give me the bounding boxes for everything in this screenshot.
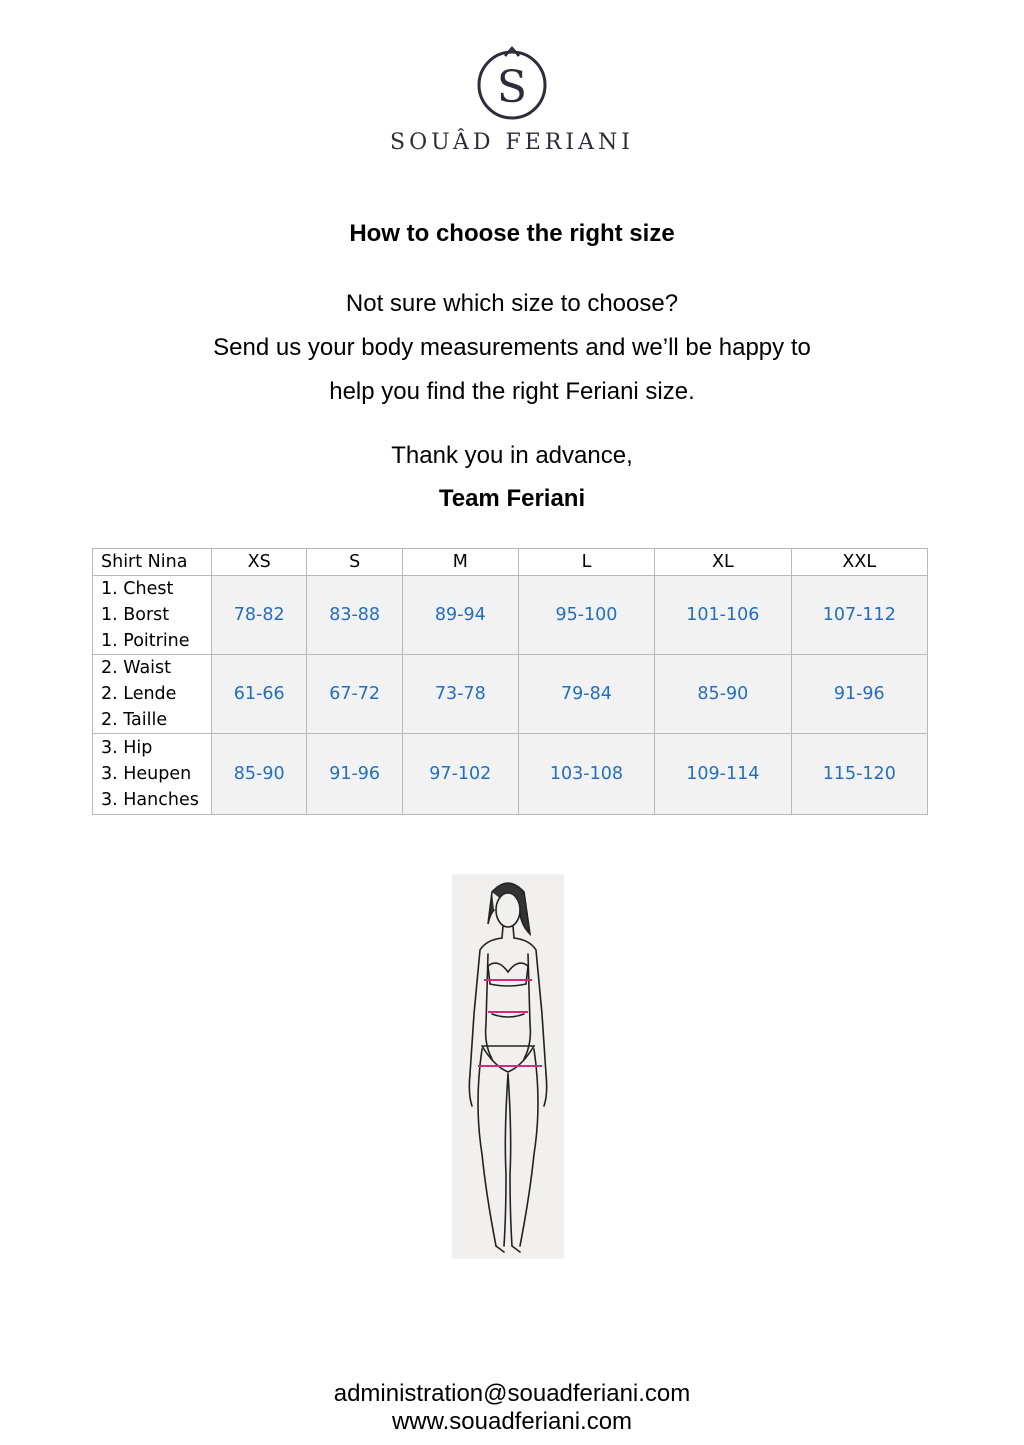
measure-cell: 89-94 [402, 576, 518, 655]
label-nl: 1. Borst [101, 605, 170, 625]
measure-cell: 61-66 [212, 655, 307, 734]
intro-line: Not sure which size to choose? [345, 290, 679, 317]
size-header: M [402, 549, 518, 576]
table-corner-label: Shirt Nina [93, 549, 212, 576]
size-header: S [307, 549, 402, 576]
row-label [93, 576, 212, 655]
measure-cell: 115-120 [791, 734, 927, 815]
measure-cell: 107-112 [791, 576, 927, 655]
measure-cell: 83-88 [307, 576, 402, 655]
measure-cell: 79-84 [518, 655, 654, 734]
monogram-letter: S [496, 62, 528, 113]
measure-cell: 67-72 [307, 655, 402, 734]
label-fr: 2. Taille [101, 710, 168, 730]
size-header: XXL [791, 549, 927, 576]
row-label [93, 734, 212, 815]
label-fr: 3. Hanches [101, 790, 199, 810]
page-title: How to choose the right size [349, 220, 675, 247]
label-en: 1. Chest [101, 579, 174, 599]
monogram-icon [472, 40, 552, 126]
intro-text [0, 282, 1024, 414]
measure-cell: 91-96 [307, 734, 402, 815]
row-label [93, 655, 212, 734]
measure-cell: 85-90 [212, 734, 307, 815]
contact-footer [0, 1380, 1024, 1436]
brand-name: SOUÂD FERIANI [390, 130, 634, 155]
label-fr: 1. Poitrine [101, 631, 190, 651]
label-en: 2. Waist [101, 658, 172, 678]
measure-cell: 85-90 [655, 655, 791, 734]
body-figure-icon [452, 874, 564, 1259]
measure-cell: 73-78 [402, 655, 518, 734]
closing [0, 434, 1024, 520]
measure-cell: 97-102 [402, 734, 518, 815]
intro-line: Send us your body measurements and we’ll be happy to [213, 334, 811, 361]
measure-cell: 78-82 [212, 576, 307, 655]
brand-logo [0, 40, 1024, 126]
thanks-text: Thank you in advance, [391, 442, 633, 469]
label-en: 3. Hip [101, 738, 153, 758]
email-link[interactable]: administration@souadferiani.com [333, 1380, 691, 1407]
measure-cell: 103-108 [518, 734, 654, 815]
size-header: XS [212, 549, 307, 576]
table-header-row [93, 549, 928, 576]
size-header: L [518, 549, 654, 576]
label-nl: 2. Lende [101, 684, 177, 704]
measure-cell: 109-114 [655, 734, 791, 815]
signature: Team Feriani [438, 485, 586, 512]
table-row-waist [93, 655, 928, 734]
intro-line: help you find the right Feriani size. [329, 378, 695, 405]
measure-cell: 91-96 [791, 655, 927, 734]
size-header: XL [655, 549, 791, 576]
measure-cell: 95-100 [518, 576, 654, 655]
measure-cell: 101-106 [655, 576, 791, 655]
table-row-chest [93, 576, 928, 655]
size-table [92, 548, 928, 815]
label-nl: 3. Heupen [101, 764, 192, 784]
table-row-hip [93, 734, 928, 815]
body-measurement-illustration [452, 874, 564, 1259]
website-link[interactable]: www.souadferiani.com [391, 1408, 633, 1435]
